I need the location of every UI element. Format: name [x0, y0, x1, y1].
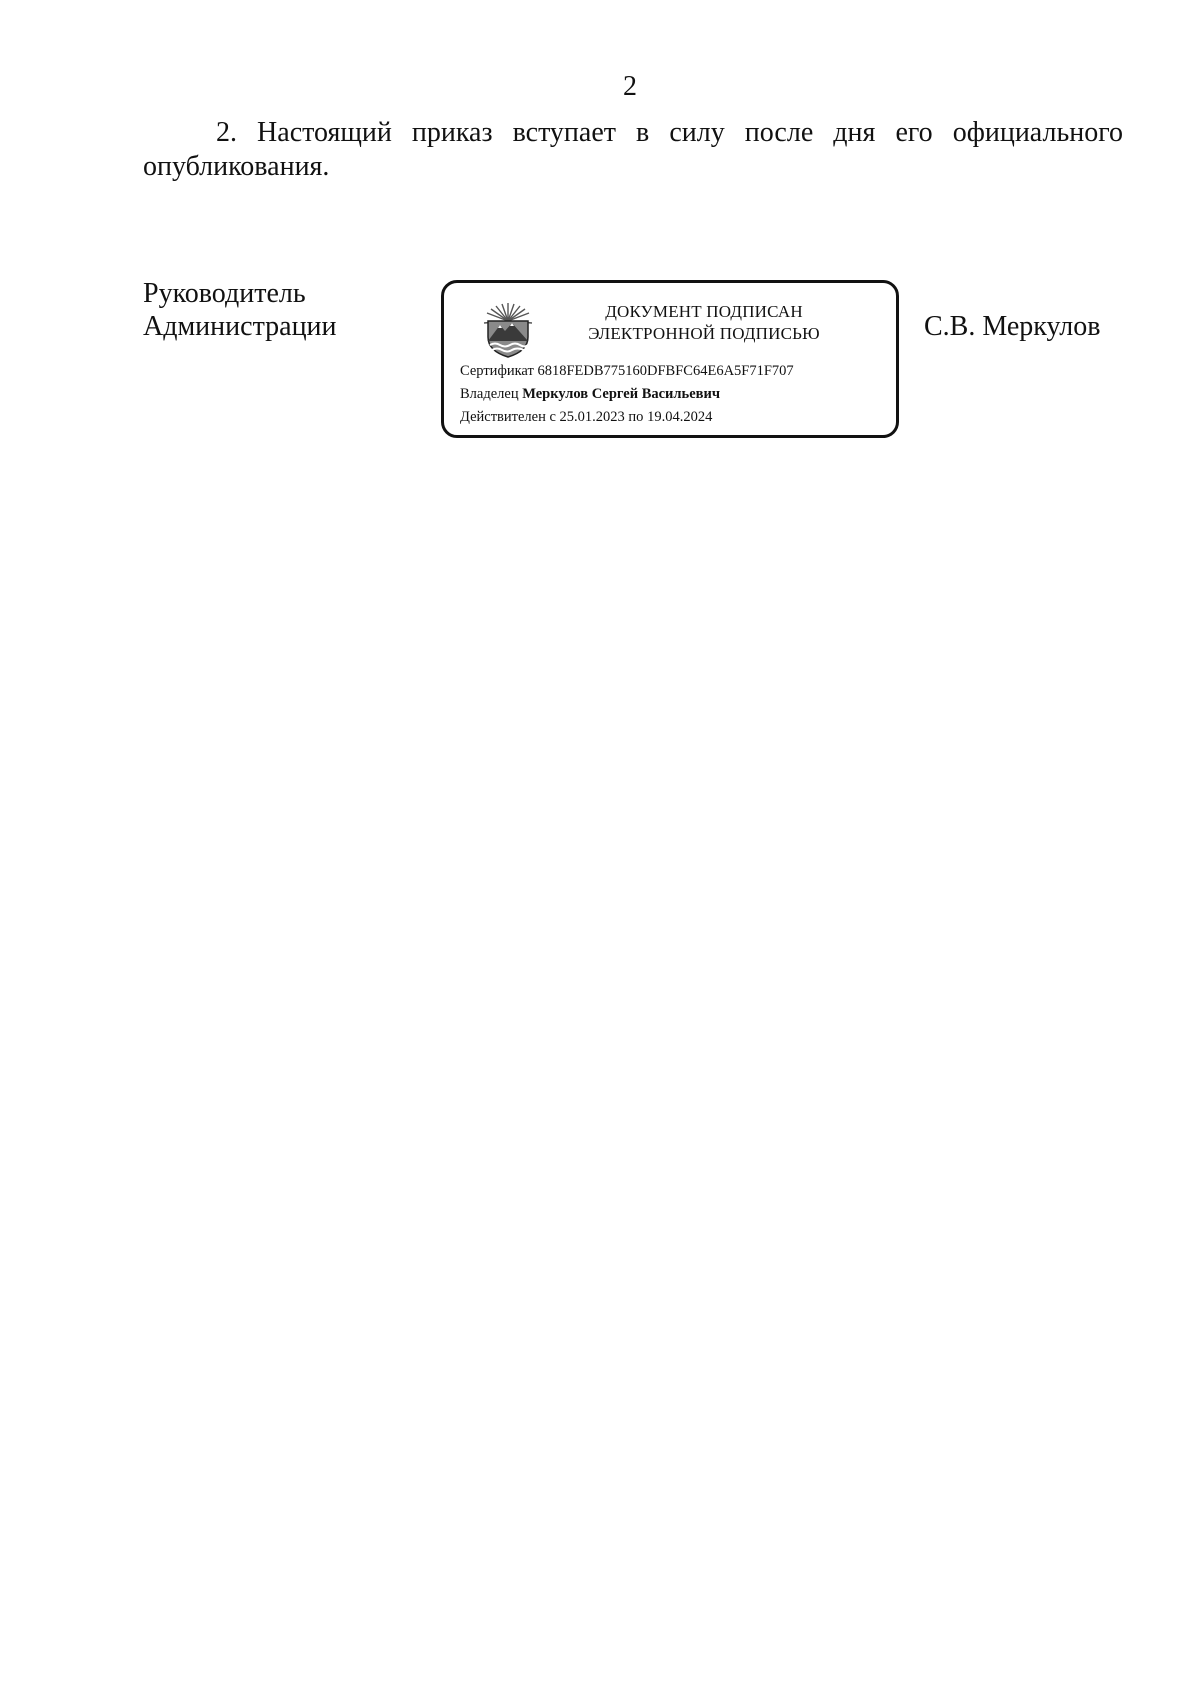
- stamp-owner-line: [460, 384, 720, 404]
- signer-position-line-1: Руководитель: [143, 278, 306, 309]
- signer-position: [143, 277, 337, 343]
- owner-label: Владелец: [460, 386, 519, 402]
- stamp-heading-line-2: ЭЛЕКТРОННОЙ ПОДПИСЬЮ: [588, 324, 820, 343]
- stamp-validity-line: [460, 407, 712, 427]
- order-paragraph: 2. Настоящий приказ вступает в силу после дня его официального опубликования.: [143, 117, 1123, 182]
- valid-from-date: 25.01.2023: [559, 409, 625, 425]
- certificate-label: Сертификат: [460, 363, 534, 379]
- certificate-value: 6818FEDB775160DFBFC64E6A5F71F707: [537, 363, 794, 379]
- owner-value: Меркулов Сергей Васильевич: [522, 386, 721, 402]
- stamp-heading-line-1: ДОКУМЕНТ ПОДПИСАН: [605, 302, 803, 321]
- valid-to-date: 19.04.2024: [647, 409, 713, 425]
- stamp-heading: [544, 301, 864, 345]
- coat-of-arms-icon: [482, 301, 534, 359]
- page-number: 2: [623, 71, 637, 102]
- valid-to-prefix: по: [628, 409, 644, 425]
- valid-from-prefix: с: [549, 409, 556, 425]
- electronic-signature-stamp: [441, 280, 899, 438]
- signer-position-line-2: Администрации: [143, 311, 337, 342]
- valid-label: Действителен: [460, 409, 546, 425]
- stamp-certificate-line: [460, 361, 794, 381]
- signer-name: С.В. Меркулов: [924, 311, 1101, 342]
